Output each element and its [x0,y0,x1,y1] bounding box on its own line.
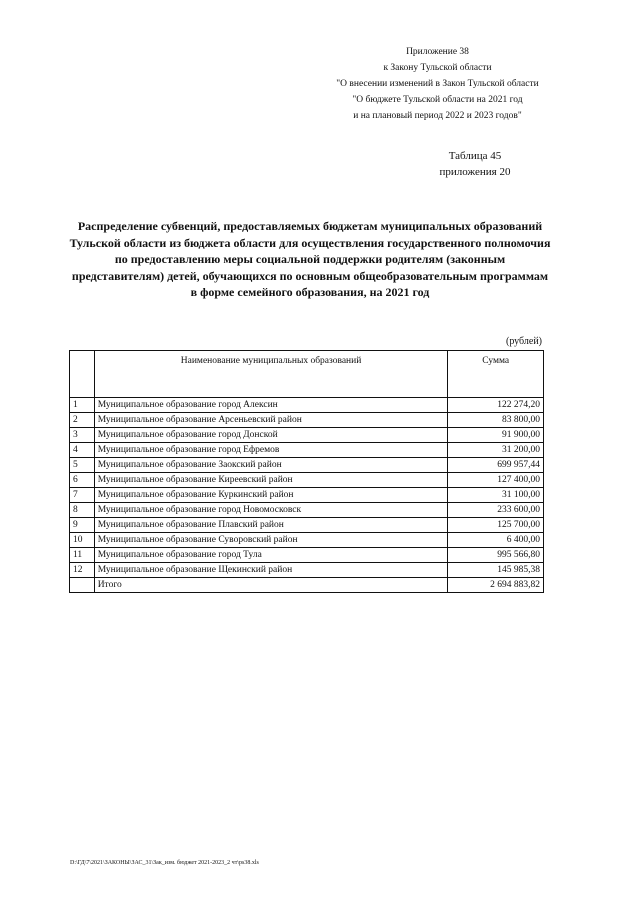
row-name: Муниципальное образование город Донской [94,428,448,443]
row-sum: 6 400,00 [448,533,544,548]
appendix-header [320,44,555,124]
appendix-line: и на плановый период 2022 и 2023 годов" [353,111,522,121]
row-name: Муниципальное образование Заокский район [94,458,448,473]
header-name: Наименование муниципальных образований [94,351,448,398]
row-name: Муниципальное образование город Алексин [94,398,448,413]
document-title: Распределение субвенций, предоставляемых бюджетам муниципальных образований Тульской области из бюджета области для осуществления государственного полномочия по предоставлению меры социальной поддержки родителям (законным представителям) детей, обучающихся по основным общеобразовательным программам в форме семейного образования, на 2021 год [69,219,551,299]
table-row [70,428,544,443]
row-number: 11 [70,548,95,563]
row-sum: 145 985,38 [448,563,544,578]
row-name: Муниципальное образование Арсеньевский район [94,413,448,428]
table-row [70,443,544,458]
table-row [70,488,544,503]
file-path-footer: D:\ГД\7\2021\ЗАКОНЫ\ЗАС_31\Зак_изм. бюджет 2021-2023_2 чт\ps38.xls [70,860,259,866]
table-row [70,458,544,473]
row-name: Муниципальное образование Плавский район [94,518,448,533]
table-reference [400,148,550,180]
appendix-line: Приложение 38 [406,47,469,57]
appendix-line: "О внесении изменений в Закон Тульской области [336,79,539,89]
table-number: Таблица 45 [448,150,502,162]
total-label: Итого [94,578,448,593]
row-name: Муниципальное образование город Новомосковск [94,503,448,518]
row-number: 1 [70,398,95,413]
row-number: 12 [70,563,95,578]
table-row [70,473,544,488]
row-name: Муниципальное образование Куркинский район [94,488,448,503]
row-sum: 127 400,00 [448,473,544,488]
row-number: 6 [70,473,95,488]
table-row [70,563,544,578]
table-row [70,413,544,428]
row-number: 3 [70,428,95,443]
subsidy-table [69,350,544,593]
unit-label: (рублей) [505,336,542,347]
row-number: 5 [70,458,95,473]
table-header-row [70,351,544,398]
row-sum: 233 600,00 [448,503,544,518]
header-number [70,351,95,398]
total-row [70,578,544,593]
row-number: 8 [70,503,95,518]
table-row [70,548,544,563]
row-name: Муниципальное образование город Ефремов [94,443,448,458]
table-row [70,398,544,413]
row-name: Муниципальное образование Киреевский район [94,473,448,488]
row-name: Муниципальное образование Суворовский район [94,533,448,548]
total-number [70,578,95,593]
row-sum: 31 200,00 [448,443,544,458]
row-number: 2 [70,413,95,428]
row-name: Муниципальное образование Щекинский район [94,563,448,578]
total-sum: 2 694 883,82 [448,578,544,593]
appendix-line: "О бюджете Тульской области на 2021 год [352,95,523,105]
row-sum: 995 566,80 [448,548,544,563]
row-sum: 91 900,00 [448,428,544,443]
row-sum: 125 700,00 [448,518,544,533]
row-number: 4 [70,443,95,458]
row-sum: 31 100,00 [448,488,544,503]
appendix-line: к Закону Тульской области [383,63,492,73]
row-sum: 699 957,44 [448,458,544,473]
row-sum: 83 800,00 [448,413,544,428]
header-sum: Сумма [448,351,544,398]
table-row [70,533,544,548]
row-name: Муниципальное образование город Тула [94,548,448,563]
row-number: 10 [70,533,95,548]
row-number: 9 [70,518,95,533]
row-sum: 122 274,20 [448,398,544,413]
appendix-number: приложения 20 [439,166,511,178]
table-row [70,503,544,518]
table-row [70,518,544,533]
row-number: 7 [70,488,95,503]
